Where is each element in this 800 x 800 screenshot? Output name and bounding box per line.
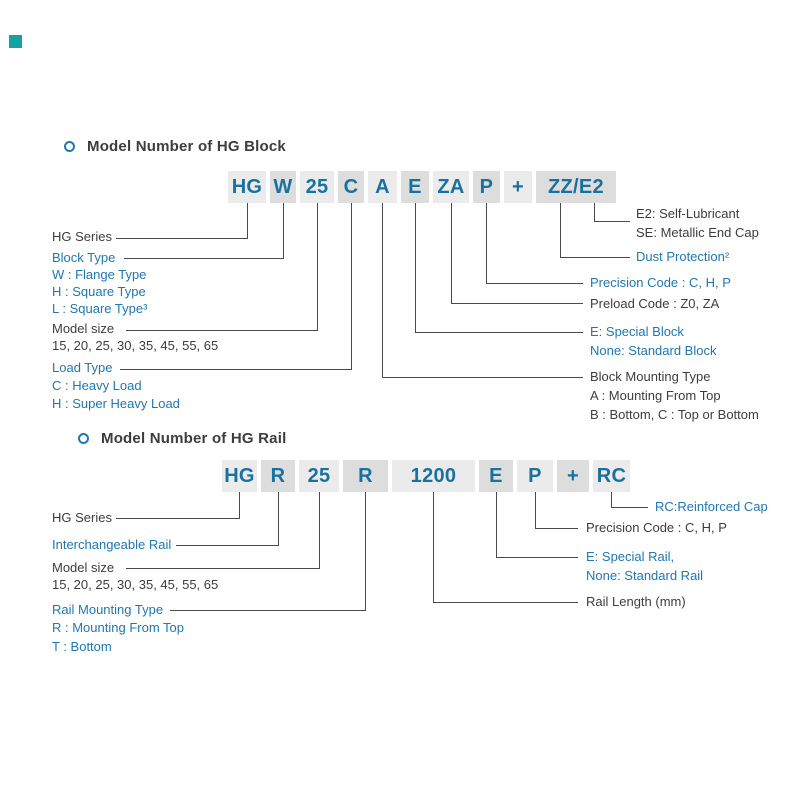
label-model-size-values: 15, 20, 25, 30, 35, 45, 55, 65 — [52, 338, 219, 353]
label-hg-series: HG Series — [52, 229, 112, 244]
connector-line — [611, 507, 648, 508]
connector-line — [283, 203, 284, 259]
label-precision-code: Precision Code : C, H, P — [586, 520, 727, 535]
bullet-circle-icon — [78, 433, 89, 444]
code-segment: HG — [222, 460, 257, 492]
connector-line — [486, 203, 487, 284]
label-standard-block: None: Standard Block — [590, 343, 717, 358]
block-model-code — [228, 171, 616, 203]
label-mounting-top: A : Mounting From Top — [590, 388, 721, 403]
label-block-mounting-type: Block Mounting Type — [590, 369, 711, 384]
code-segment: ZZ/E2 — [536, 171, 616, 203]
connector-line — [451, 303, 583, 304]
label-preload-code: Preload Code : Z0, ZA — [590, 296, 720, 311]
connector-line — [433, 492, 434, 603]
connector-line — [382, 203, 383, 378]
connector-line — [126, 330, 317, 331]
label-rail-mounting-item: R : Mounting From Top — [52, 620, 184, 635]
code-segment: + — [504, 171, 532, 203]
code-segment: HG — [228, 171, 266, 203]
label-special-block: E: Special Block — [590, 324, 684, 339]
label-precision-code: Precision Code : C, H, P — [590, 275, 731, 290]
label-load-type-item: H : Super Heavy Load — [52, 396, 180, 411]
label-mounting-bottom: B : Bottom, C : Top or Bottom — [590, 407, 759, 422]
code-segment: A — [368, 171, 397, 203]
label-interchangeable-rail: Interchangeable Rail — [52, 537, 172, 552]
connector-line — [351, 203, 352, 370]
connector-line — [415, 203, 416, 333]
label-dust-protection: Dust Protection² — [636, 249, 730, 264]
label-load-type: Load Type — [52, 360, 113, 375]
code-segment: 25 — [300, 171, 334, 203]
connector-line — [365, 492, 366, 611]
label-block-type-item: L : Square Type³ — [52, 301, 148, 316]
label-rail-mounting-type: Rail Mounting Type — [52, 602, 164, 617]
connector-line — [594, 203, 595, 222]
code-segment: C — [338, 171, 364, 203]
connector-line — [415, 332, 583, 333]
label-load-type-item: C : Heavy Load — [52, 378, 142, 393]
code-segment: P — [473, 171, 500, 203]
connector-line — [496, 557, 578, 558]
connector-line — [120, 369, 351, 370]
label-rail-mounting-item: T : Bottom — [52, 639, 112, 654]
connector-line — [560, 257, 630, 258]
label-special-rail: E: Special Rail, — [586, 549, 675, 564]
connector-line — [594, 221, 630, 222]
connector-line — [247, 203, 248, 239]
connector-line — [124, 258, 283, 259]
block-title-text: Model Number of HG Block — [87, 138, 286, 155]
rail-title-text: Model Number of HG Rail — [101, 430, 287, 447]
label-metallic-end-cap: SE: Metallic End Cap — [636, 225, 759, 240]
code-segment: ZA — [433, 171, 469, 203]
connector-line — [176, 545, 278, 546]
code-segment: R — [343, 460, 388, 492]
label-hg-series: HG Series — [52, 510, 112, 525]
code-segment: R — [261, 460, 295, 492]
code-segment: + — [557, 460, 589, 492]
connector-line — [239, 492, 240, 519]
label-block-type: Block Type — [52, 250, 116, 265]
connector-line — [486, 283, 583, 284]
connector-line — [116, 238, 247, 239]
connector-line — [560, 203, 561, 258]
label-reinforced-cap: RC:Reinforced Cap — [655, 499, 768, 514]
connector-line — [170, 610, 365, 611]
bullet-circle-icon — [64, 141, 75, 152]
connector-line — [433, 602, 578, 603]
label-model-size-values: 15, 20, 25, 30, 35, 45, 55, 65 — [52, 577, 219, 592]
label-model-size: Model size — [52, 321, 115, 336]
connector-line — [278, 492, 279, 546]
code-segment: 25 — [299, 460, 339, 492]
code-segment: E — [401, 171, 429, 203]
connector-line — [451, 203, 452, 304]
label-standard-rail: None: Standard Rail — [586, 568, 704, 583]
rail-section-title — [78, 430, 286, 447]
connector-line — [382, 377, 583, 378]
connector-line — [611, 492, 612, 508]
code-segment: W — [270, 171, 296, 203]
label-model-size: Model size — [52, 560, 115, 575]
label-block-type-item: W : Flange Type — [52, 267, 147, 282]
connector-line — [116, 518, 239, 519]
rail-model-code — [222, 460, 630, 492]
label-rail-length: Rail Length (mm) — [586, 594, 686, 609]
code-segment: E — [479, 460, 513, 492]
label-self-lubricant: E2: Self-Lubricant — [636, 206, 740, 221]
connector-line — [319, 492, 320, 569]
connector-line — [535, 492, 536, 529]
code-segment: P — [517, 460, 553, 492]
connector-line — [126, 568, 319, 569]
code-segment: 1200 — [392, 460, 475, 492]
connector-line — [496, 492, 497, 558]
code-segment: RC — [593, 460, 630, 492]
block-section-title — [64, 138, 286, 155]
connector-line — [317, 203, 318, 331]
label-block-type-item: H : Square Type — [52, 284, 146, 299]
connector-line — [535, 528, 578, 529]
page-corner-marker — [9, 35, 22, 48]
